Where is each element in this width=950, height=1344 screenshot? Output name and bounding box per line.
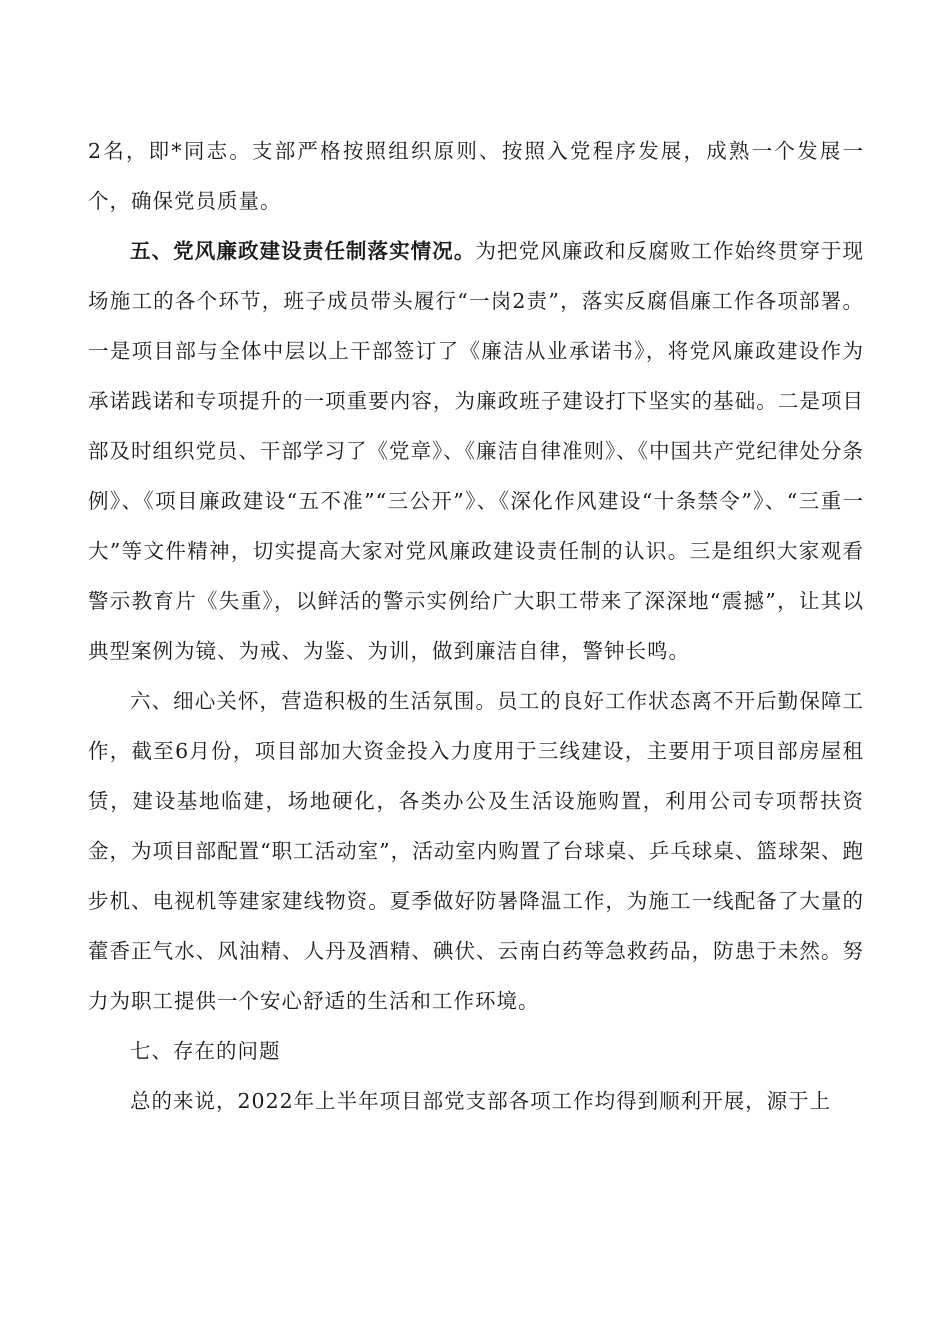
document-body [88,126,864,1126]
paragraph-text: 六、细心关怀，营造积极的生活氛围。员工的良好工作状态离不开后勤保障工作，截至6月份，项目部加大资金投入力度用于三线建设，主要用于项目部房屋租赁，建设基地临建，场地硬化，各类办公及生活设施购置，利用公司专项帮扶资金，为项目部配置“职工活动室”，活动室内购置了台球桌、乒乓球桌、篮球架、跑步机、电视机等建家建线物资。夏季做好防暑降温工作，为施工一线配备了大量的藿香正气水、风油精、人丹及酒精、碘伏、云南白药等急救药品，防患于未然。努力为职工提供一个安心舒适的生活和工作环境。 [88,689,864,1013]
paragraph-party-member-development [88,126,864,226]
paragraph-text: 总的来说，2022年上半年项目部党支部各项工作均得到顺利开展，源于上 [130,1089,832,1113]
paragraph-section-seven-heading [88,1026,864,1076]
paragraph-summary [88,1076,864,1126]
paragraph-section-six [88,676,864,1026]
paragraph-text: 为把党风廉政和反腐败工作始终贯穿于现场施工的各个环节，班子成员带头履行“一岗2责”，落实反腐倡廉工作各项部署。一是项目部与全体中层以上干部签订了《廉洁从业承诺书》，将党风廉政建设作为承诺践诺和专项提升的一项重要内容，为廉政班子建设打下坚实的基础。二是项目部及时组织党员、干部学习了《党章》、《廉洁自律准则》、《中国共产党纪律处分条例》、《项目廉政建设“五不准”“三公开”》、《深化作风建设“十条禁令”》、“三重一大”等文件精神，切实提高大家对党风廉政建设责任制的认识。三是组织大家观看警示教育片《失重》，以鲜活的警示实例给广大职工带来了深深地“震撼”，让其以典型案例为镜、为戒、为鉴、为训，做到廉洁自律，警钟长鸣。 [88,239,865,663]
section-heading: 五、党风廉政建设责任制落实情况。 [130,239,476,263]
paragraph-text: 2名，即*同志。支部严格按照组织原则、按照入党程序发展，成熟一个发展一个，确保党员质量。 [88,139,864,213]
paragraph-text: 七、存在的问题 [130,1039,281,1063]
paragraph-section-five [88,226,864,676]
